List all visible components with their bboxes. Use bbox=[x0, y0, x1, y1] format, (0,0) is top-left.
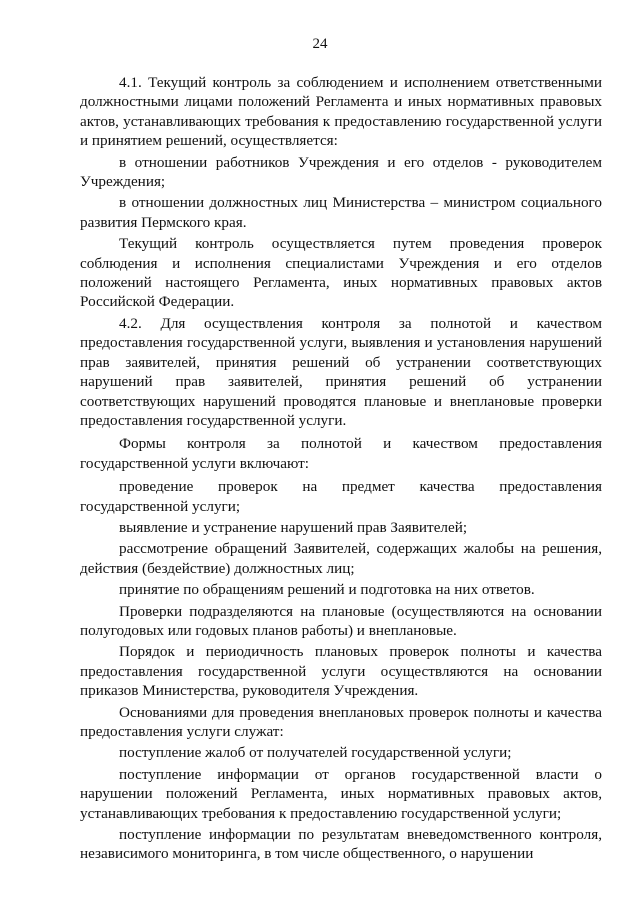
list-item-responses: принятие по обращениям решений и подготовка на них ответов. bbox=[119, 581, 535, 599]
paragraph-check-types: Проверки подразделяются на плановые (осуществляются на основании полугодовых или годовых планов работы) и внеплановые. bbox=[80, 602, 602, 639]
paragraph-4-2: 4.2. Для осуществления контроля за полнотой и качеством предоставления государственной услуги, выявления и установления нарушений прав заявителей, принятия решений об устранении соответствующих нарушений прав заявителей, принятия решений об устранении соответствующих нарушений проводятся плановые и внеплановые проверки предоставления государственной услуги. bbox=[80, 314, 602, 429]
list-item-authority-info: поступление информации от органов государственной власти о нарушении положений Регламента, иных нормативных правовых актов, устанавливающих требования к предоставлению государственной услуги; bbox=[80, 765, 602, 822]
paragraph-control-forms: Формы контроля за полнотой и качеством предоставления государственной услуги включают: bbox=[80, 435, 602, 472]
paragraph-current-control: Текущий контроль осуществляется путем проведения проверок соблюдения и исполнения специалистами Учреждения и его отделов положений настоящего Регламента, иных нормативных правовых актов Российской Федерации. bbox=[80, 235, 602, 311]
paragraph-ministry-control: в отношении должностных лиц Министерства – министром социального развития Пермского края. bbox=[80, 194, 602, 231]
list-item-violations: выявление и устранение нарушений прав Заявителей; bbox=[119, 518, 468, 536]
paragraph-unplanned-grounds: Основаниями для проведения внеплановых проверок полноты и качества предоставления услуги служат: bbox=[80, 703, 602, 740]
page-number: 24 bbox=[312, 36, 328, 52]
paragraph-4-1: 4.1. Текущий контроль за соблюдением и исполнением ответственными должностными лицами положений Регламента и иных нормативных правовых актов, устанавливающих требования к предоставлению государственной услуги и принятием решений, осуществляется: bbox=[80, 74, 602, 150]
list-item-complaints-received: поступление жалоб от получателей государственной услуги; bbox=[119, 744, 512, 762]
document-body bbox=[80, 73, 602, 864]
paragraph-staff-control: в отношении работников Учреждения и его отделов - руководителем Учреждения; bbox=[80, 153, 602, 191]
list-item-monitoring-info: поступление информации по результатам вневедомственного контроля, независимого мониторинга, в том числе общественного, о нарушении bbox=[80, 826, 602, 863]
list-item-complaints: рассмотрение обращений Заявителей, содержащих жалобы на решения, действия (бездействие) должностных лиц; bbox=[80, 540, 602, 577]
list-item-quality-checks: проведение проверок на предмет качества предоставления государственной услуги; bbox=[80, 478, 602, 515]
paragraph-planned-order: Порядок и периодичность плановых проверок полноты и качества предоставления государственной услуги осуществляются на основании приказов Министерства, руководителя Учреждения. bbox=[80, 643, 602, 700]
